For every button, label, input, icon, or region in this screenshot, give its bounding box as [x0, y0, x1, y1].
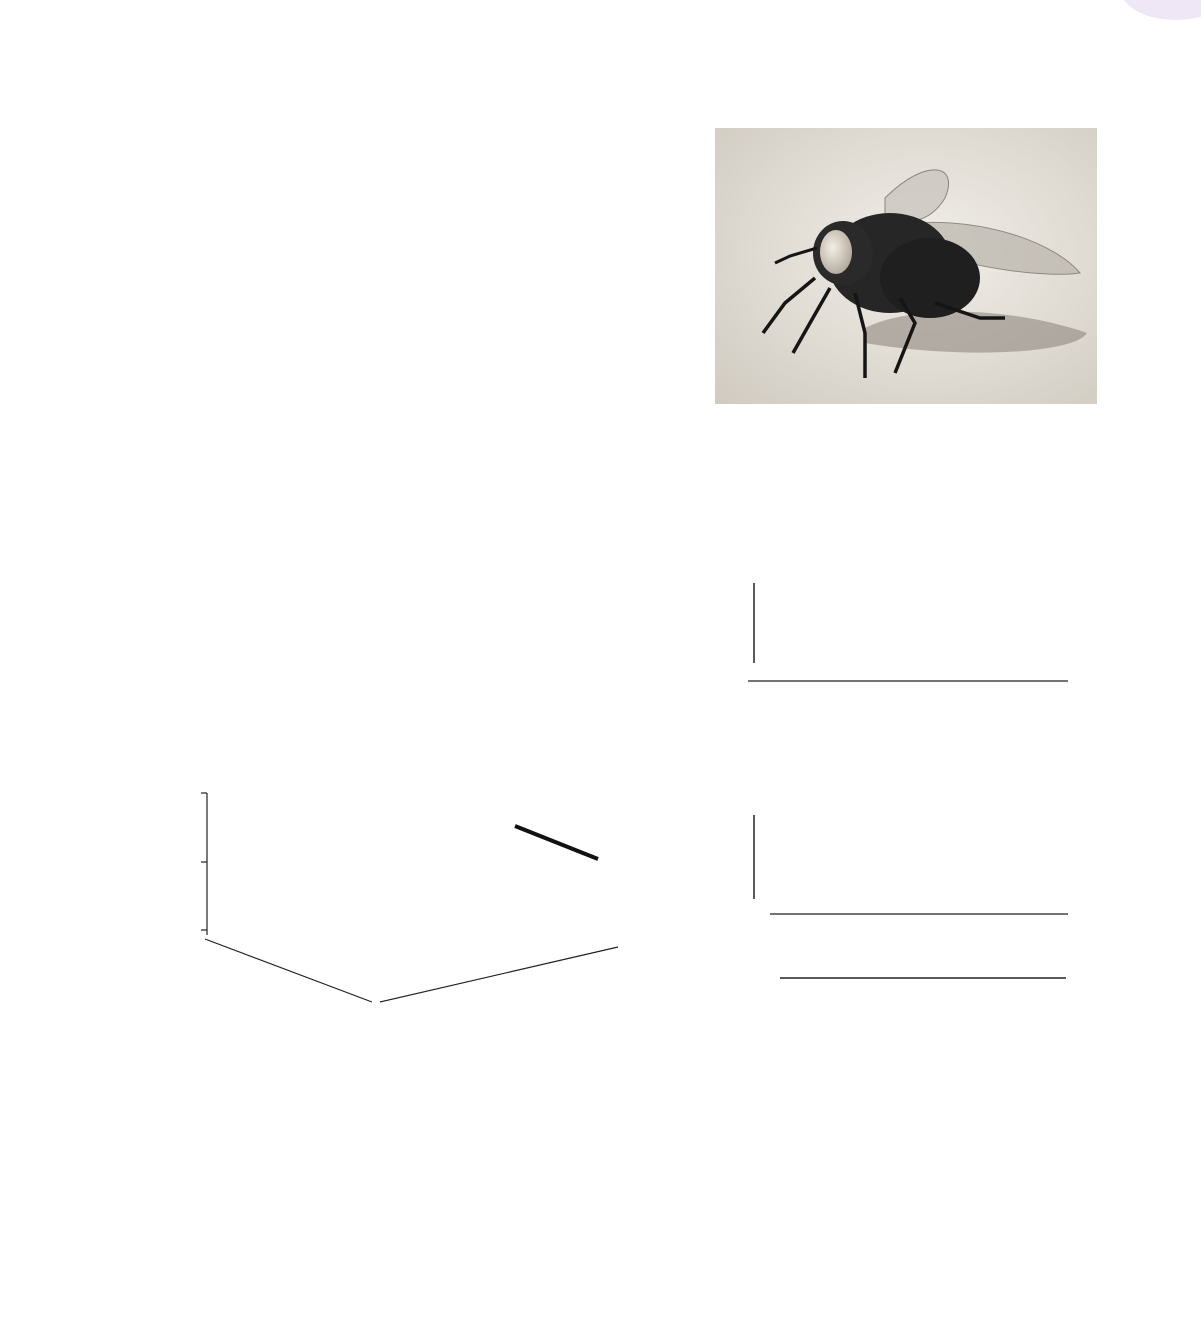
- panel-a-surfaces: [0, 0, 660, 1040]
- spectrum-fit-chart: [748, 583, 1068, 681]
- panel-c-spectra: [680, 560, 1100, 1040]
- reference-spectra-chart: [754, 815, 1068, 978]
- blowfly-photo: [715, 128, 1097, 404]
- surface-axes: [0, 0, 618, 1002]
- decorative-corner-arc: [1121, 0, 1201, 20]
